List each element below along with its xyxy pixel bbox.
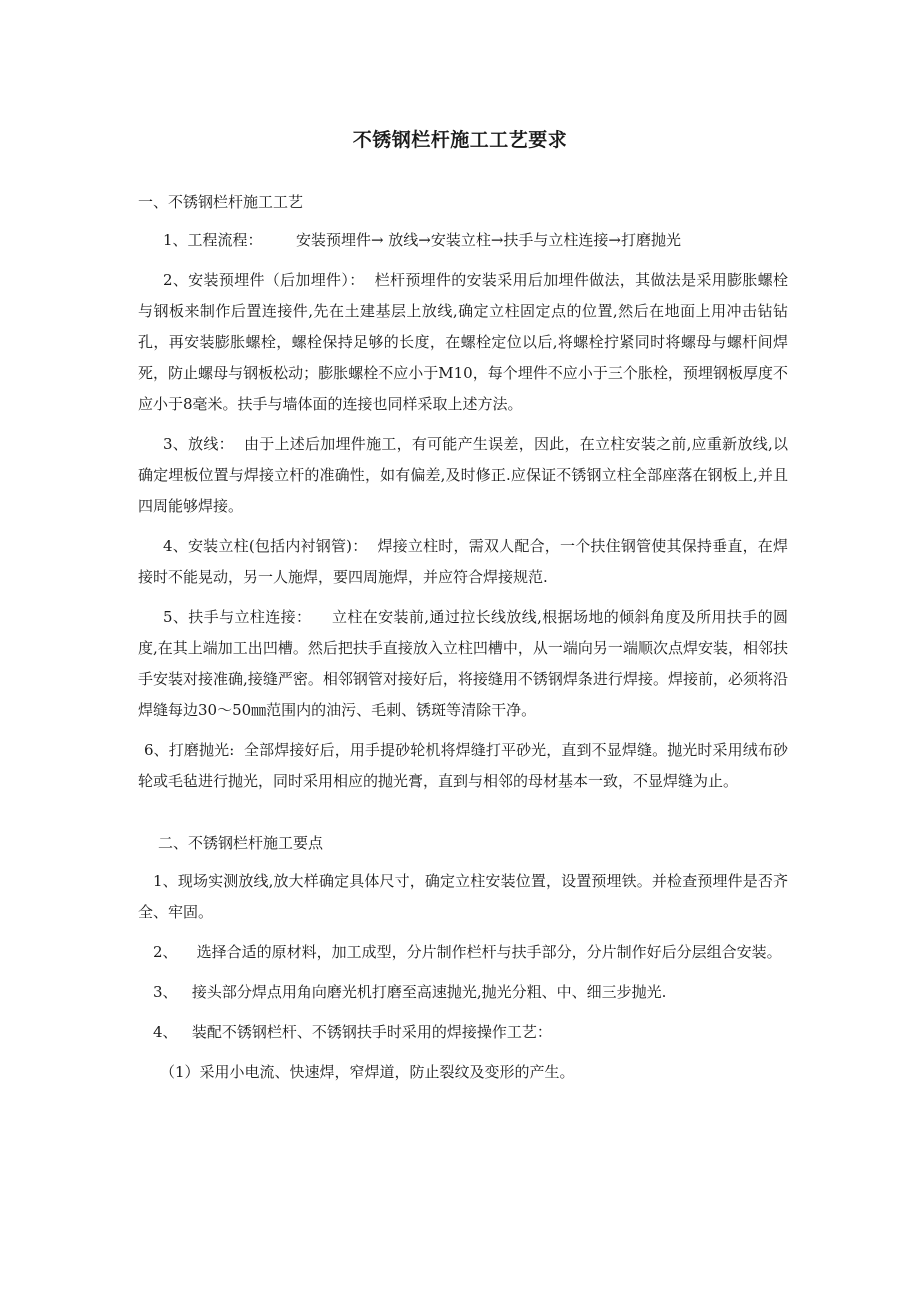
subpoint-text: 采用小电流、快速焊，窄焊道，防止裂纹及变形的产生。	[199, 1063, 575, 1081]
subpoint-label: （1）	[160, 1063, 200, 1081]
point-text: 现场实测放线,放大样确定具体尺寸，确定立柱安装位置，设置预埋铁。并检查预埋件是否齐全、牢固。	[138, 872, 789, 921]
document-title: 不锈钢栏杆施工工艺要求	[352, 129, 568, 151]
step-text: 由于上述后加埋件施工，有可能产生误差，因此，在立柱安装之前,应重新放线,以确定埋板位置与焊接立杆的准确性，如有偏差,及时修正.应保证不锈钢立柱全部座落在钢板上,并且四周能够焊接。	[138, 435, 789, 515]
step-text: 焊接立柱时，需双人配合，一个扶住钢管使其保持垂直，在焊接时不能晃动，另一人施焊，要四周施焊，并应符合焊接规范.	[138, 537, 788, 586]
point-label: 4、	[153, 1023, 178, 1041]
step-4-paragraph	[138, 531, 788, 593]
point-3-paragraph	[138, 977, 788, 1008]
point-1-paragraph	[138, 866, 788, 928]
step-label: 6、打磨抛光:	[144, 741, 235, 759]
step-6-paragraph	[138, 735, 788, 797]
step-label: 3、放线：	[163, 435, 234, 453]
point-label: 2、	[153, 943, 178, 961]
point-text: 选择合适的原材料，加工成型，分片制作栏杆与扶手部分，分片制作好后分层组合安装。	[196, 943, 782, 961]
step-text: 全部焊接好后，用手提砂轮机将焊缝打平砂光，直到不显焊缝。抛光时采用绒布砂轮或毛毡进行抛光，同时采用相应的抛光膏，直到与相邻的母材基本一致，不显焊缝为止。	[138, 741, 788, 790]
step-3-paragraph	[138, 429, 788, 522]
step-label: 2、安装预埋件（后加埋件）：	[163, 271, 365, 289]
document-body	[138, 187, 788, 1097]
point-text: 装配不锈钢栏杆、不锈钢扶手时采用的焊接操作工艺：	[191, 1023, 552, 1041]
step-5-paragraph	[138, 602, 788, 726]
point-text: 接头部分焊点用角向磨光机打磨至高速抛光,抛光分粗、中、细三步抛光.	[191, 983, 667, 1001]
step-2-paragraph	[138, 265, 788, 420]
section-spacer	[138, 806, 788, 828]
step-text: 立柱在安装前,通过拉长线放线,根据场地的倾斜角度及所用扶手的圆度,在其上端加工出凹槽。然后把扶手直接放入立柱凹槽中，从一端向另一端顺次点焊安装，相邻扶手安装对接准确,接缝严密。相邻钢管对接好后，将接缝用不锈钢焊条进行焊接。焊接前，必须将沿焊缝每边30～50㎜范围内的油污、毛刺、锈斑等清除干净。	[138, 608, 788, 719]
step-label: 1、工程流程：	[163, 231, 263, 249]
step-label: 4、安装立柱(包括内衬钢管)：	[163, 537, 368, 555]
point-4-paragraph	[138, 1017, 788, 1048]
step-text: 栏杆预埋件的安装采用后加埋件做法，其做法是采用膨胀螺栓与钢板来制作后置连接件,先在土建基层上放线,确定立柱固定点的位置,然后在地面上用冲击钻钻孔，再安装膨胀螺栓，螺栓保持足够的长度，在螺栓定位以后,将螺栓拧紧同时将螺母与螺杆间焊死，防止螺母与钢板松动；膨胀螺栓不应小于M10，每个埋件不应小于三个胀栓，预埋钢板厚度不应小于8毫米。扶手与墙体面的连接也同样采取上述方法。	[138, 271, 788, 413]
step-label: 5、扶手与立柱连接：	[163, 608, 312, 626]
step-text: 安装预埋件→ 放线→安装立柱→扶手与立柱连接→打磨抛光	[295, 231, 681, 249]
section-2-heading: 二、不锈钢栏杆施工要点	[158, 834, 324, 852]
point-label: 3、	[153, 983, 178, 1001]
point-2-paragraph	[138, 937, 788, 968]
point-label: 1、	[153, 872, 178, 890]
subpoint-1-paragraph	[138, 1057, 788, 1088]
step-1-paragraph	[138, 225, 788, 256]
section-1-heading: 一、不锈钢栏杆施工工艺	[138, 193, 304, 211]
